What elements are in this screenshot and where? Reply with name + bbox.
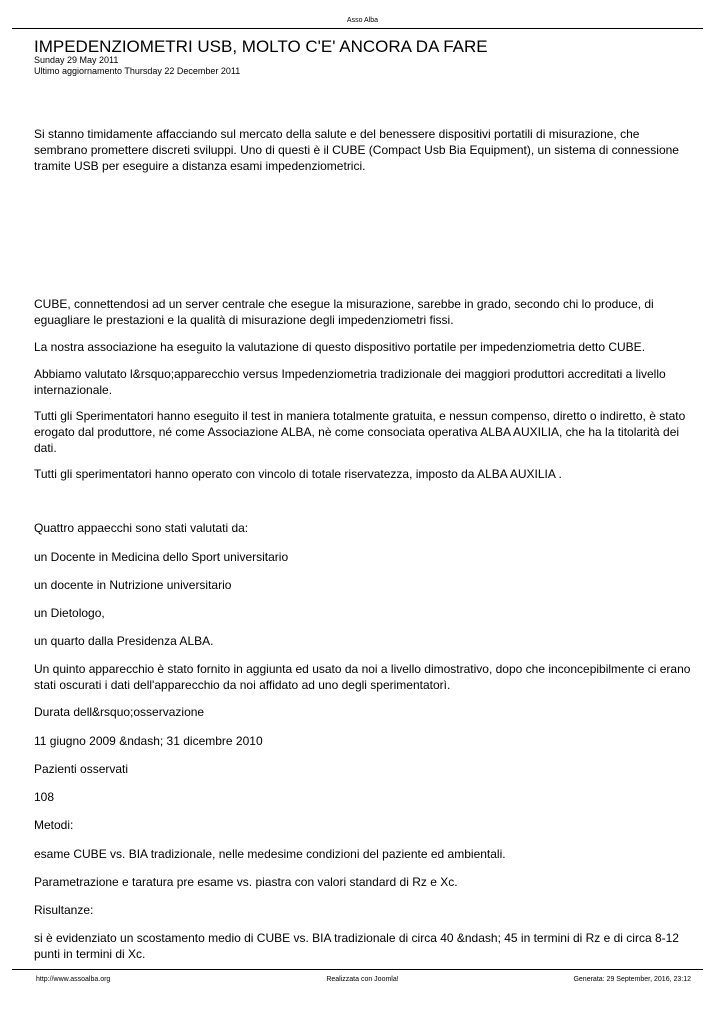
evaluator-item: un Dietologo, — [34, 606, 105, 620]
evaluator-item: un quarto dalla Presidenza ALBA. — [34, 634, 214, 648]
header-divider — [12, 28, 703, 29]
section-value: 11 giugno 2009 &ndash; 31 dicembre 2010 — [34, 734, 263, 748]
article-title: IMPEDENZIOMETRI USB, MOLTO C'E' ANCORA DA FARE — [34, 37, 488, 56]
section-value: esame CUBE vs. BIA tradizionale, nelle medesime condizioni del paziente ed ambientali. — [34, 847, 506, 861]
footer-generated-date: Generata: 29 September, 2016, 23:12 — [573, 976, 691, 983]
body-paragraph: Un quinto apparecchio è stato fornito in aggiunta ed usato da noi a livello dimostrativo, dopo che inconcepibilmente ci erano stati oscurati i dati dell'apparecchio da noi affidato ad uno degli sperimentatorì. — [34, 662, 691, 692]
created-date: Sunday 29 May 2011 — [34, 55, 119, 65]
section-label: Durata dell&rsquo;osservazione — [34, 705, 205, 719]
evaluator-item: un Docente in Medicina dello Sport universitario — [34, 550, 289, 564]
body-paragraph: Tutti gli sperimentatori hanno operato con vincolo di totale riservatezza, imposto da ALBA AUXILIA . — [34, 467, 562, 481]
section-value: 108 — [34, 790, 55, 804]
body-paragraph: Abbiamo valutato l&rsquo;apparecchio versus Impedenziometria tradizionale dei maggiori produttori accreditati a livello internazionale. — [34, 367, 666, 397]
section-label: Risultanze: — [34, 903, 94, 917]
evaluators-heading: Quattro appaecchi sono stati valutati da: — [34, 521, 249, 535]
section-value: Parametrazione e taratura pre esame vs. piastra con valori standard di Rz e Xc. — [34, 875, 458, 889]
section-value: si è evidenziato un scostamento medio di CUBE vs. BIA tradizionale di circa 40 &ndash; 45 in termini di Rz e di circa 8-12 punti in termini di Xc. — [34, 931, 679, 961]
evaluator-item: un docente in Nutrizione universitario — [34, 578, 232, 592]
section-label: Metodi: — [34, 818, 74, 832]
last-updated: Ultimo aggiornamento Thursday 22 December 2011 — [34, 66, 241, 76]
footer-url[interactable]: http://www.assoalba.org — [36, 976, 111, 983]
section-label: Pazienti osservati — [34, 762, 129, 776]
footer-divider — [12, 969, 703, 970]
body-paragraph: CUBE, connettendosi ad un server centrale che esegue la misurazione, sarebbe in grado, secondo chi lo produce, di eguagliare le prestazioni e la qualità di misurazione degli impedenziometri fissi. — [34, 297, 654, 327]
footer-powered-by: Realizzata con Joomla! — [326, 976, 399, 983]
site-header: Asso Alba — [346, 17, 379, 24]
body-paragraph: Tutti gli Sperimentatori hanno eseguito il test in maniera totalmente gratuita, e nessun compenso, diretto o indiretto, è stato erogato dal produttore, né come Associazione ALBA, nè come consociata operativa ALBA AUXILIA, che ha la titolarità dei dati. — [34, 409, 686, 455]
body-paragraph: La nostra associazione ha eseguito la valutazione di questo dispositivo portatile per impedenziometria detto CUBE. — [34, 340, 646, 354]
intro-paragraph: Si stanno timidamente affacciando sul mercato della salute e del benessere dispositivi portatili di misurazione, che sembrano promettere discreti sviluppi. Uno di questi è il CUBE (Compact Usb Bia Equipment), un sistema di connessione tramite USB per eseguire a distanza esami impedenziometrici. — [34, 127, 679, 173]
